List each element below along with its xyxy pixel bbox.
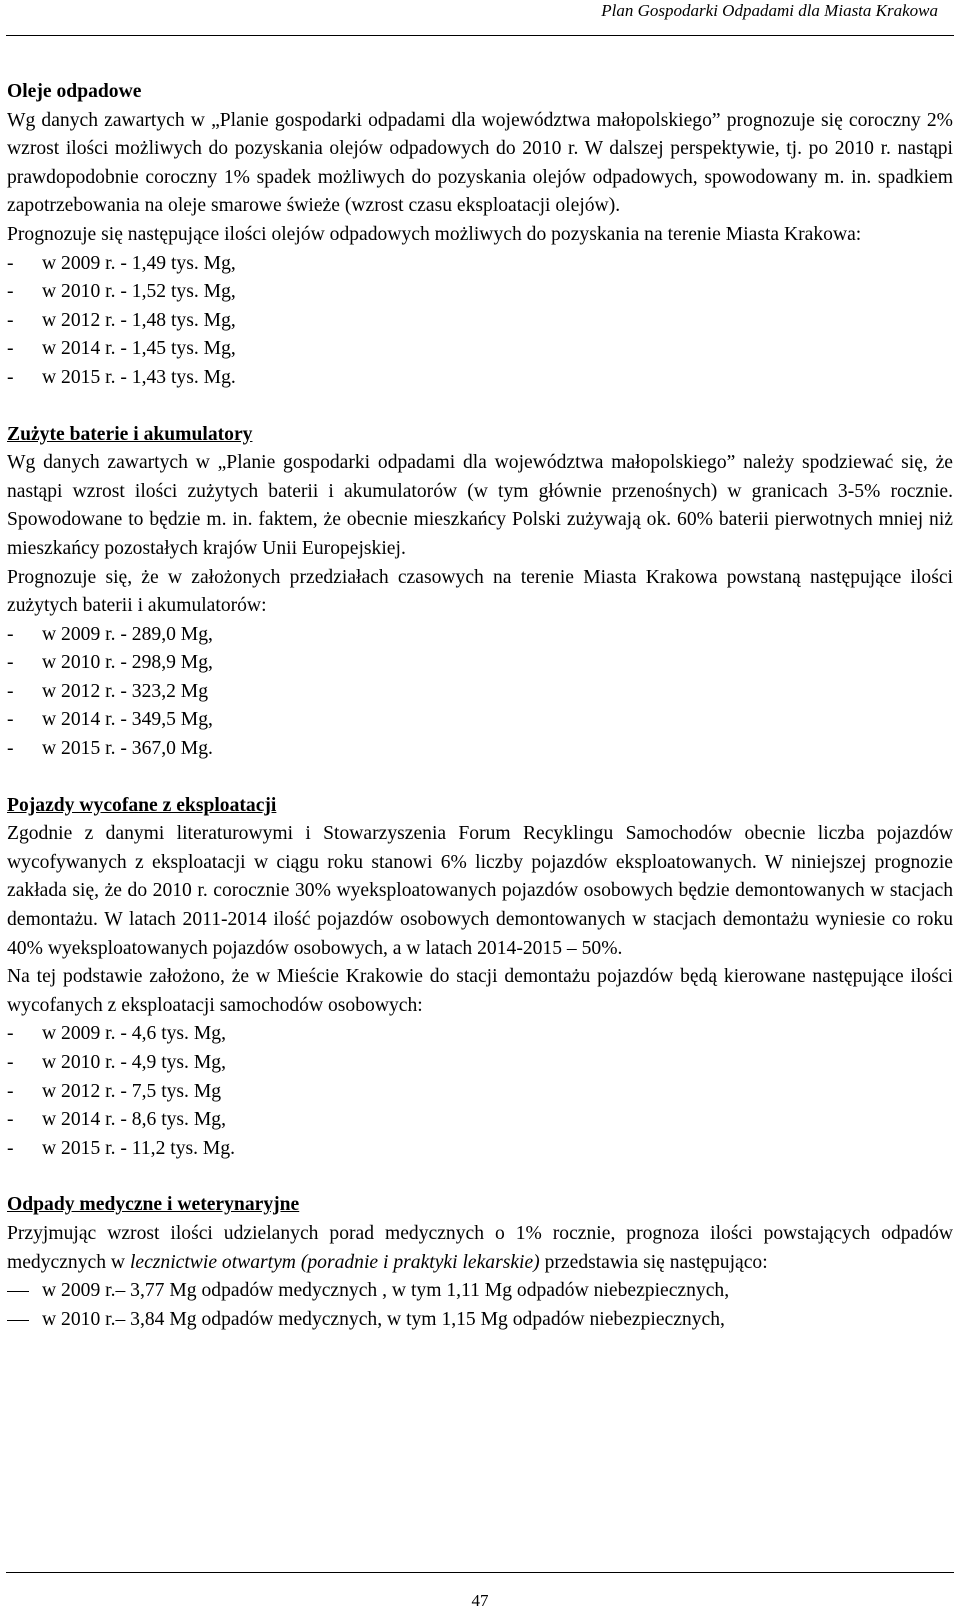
medical-paragraph-1-italic: lecznictwie otwartym (poradnie i praktyki lekarskie) bbox=[129, 1251, 540, 1273]
list-item: - w 2014 r. - 1,45 tys. Mg, bbox=[7, 335, 953, 364]
oils-paragraph-1: Wg danych zawartych w „Planie gospodarki odpadami dla województwa małopolskiego” prognozuje się coroczny 2% wzrost ilości możliwych do pozyskania olejów odpadowych do 2010 r. W dalszej perspektywie, tj. po 2010 r. nastąpi prawdopodobnie coroczny 1% spadek możliwych do pozyskania olejów odpadowych, spowodowany m. in. spadkiem zapotrzebowania na oleje smarowe świeże (wzrost czasu eksploatacji olejów). bbox=[7, 109, 953, 217]
vehicles-forecast-list bbox=[7, 1020, 953, 1163]
page-header-title: Plan Gospodarki Odpadami dla Miasta Krakowa bbox=[601, 1, 938, 20]
medical-paragraph-1 bbox=[7, 1220, 953, 1277]
list-item: - w 2010 r. - 298,9 Mg, bbox=[7, 649, 953, 678]
list-item: - w 2015 r. - 367,0 Mg. bbox=[7, 735, 953, 764]
batteries-paragraph-1: Wg danych zawartych w „Planie gospodarki odpadami dla województwa małopolskiego” należy spodziewać się, że nastąpi wzrost ilości zużytych baterii i akumulatorów (w tym głównie przenośnych) w granicach 3-5% rocznie. Spowodowane to będzie m. in. faktem, że obecnie mieszkańcy Polski zużywają ok. 60% baterii pierwotnych mniej niż mieszkańcy pozostałych krajów Unii Europejskiej. bbox=[7, 452, 953, 559]
list-item: - w 2015 r. - 1,43 tys. Mg. bbox=[7, 364, 953, 393]
batteries-forecast-list bbox=[7, 621, 953, 764]
medical-paragraph-1-end: przedstawia się następująco: bbox=[539, 1251, 768, 1273]
section-heading-batteries: Zużyte baterie i akumulatory bbox=[7, 423, 253, 445]
list-item: w 2010 r.– 3,84 Mg odpadów medycznych, w tym 1,15 Mg odpadów niebezpiecznych, bbox=[7, 1306, 953, 1335]
vehicles-paragraph-1: Zgodnie z danymi literaturowymi i Stowarzyszenia Forum Recyklingu Samochodów obecnie liczba pojazdów wycofywanych z eksploatacji w ciągu roku stanowi 6% liczby pojazdów eksploatowanych. W niniejszej prognozie zakłada się, że do 2010 r. corocznie 30% wyeksploatowanych pojazdów osobowych będzie demontowanych w stacjach demontażu. W latach 2011-2014 ilość pojazdów osobowych demontowanych w stacjach demontażu wyniesie co roku 40% wyeksploatowanych pojazdów osobowych, a w latach 2014-2015 – 50%. bbox=[7, 823, 953, 959]
oils-paragraph-2: Prognozuje się następujące ilości olejów odpadowych możliwych do pozyskania na terenie Miasta Krakowa: bbox=[7, 223, 862, 245]
oils-forecast-list bbox=[7, 250, 953, 393]
footer-divider bbox=[6, 1572, 954, 1573]
list-item: - w 2009 r. - 4,6 tys. Mg, bbox=[7, 1020, 953, 1049]
medical-paragraph-1-start: Przyjmując wzrost ilości udzielanych porad medycznych o 1% rocznie, prognoza ilości powstających odpadów medycznych w bbox=[7, 1222, 953, 1273]
list-item: - w 2010 r. - 4,9 tys. Mg, bbox=[7, 1049, 953, 1078]
page-number: 47 bbox=[471, 1591, 489, 1610]
medical-forecast-list bbox=[7, 1277, 953, 1334]
document-body bbox=[7, 78, 953, 1334]
section-heading-medical: Odpady medyczne i weterynaryjne bbox=[7, 1194, 300, 1216]
list-item: - w 2010 r. - 1,52 tys. Mg, bbox=[7, 278, 953, 307]
section-heading-oils: Oleje odpadowe bbox=[7, 81, 142, 102]
list-item: - w 2012 r. - 1,48 tys. Mg, bbox=[7, 307, 953, 336]
header-divider bbox=[6, 35, 954, 36]
list-item: - w 2012 r. - 7,5 tys. Mg bbox=[7, 1078, 953, 1107]
vehicles-paragraph-2: Na tej podstawie założono, że w Mieście Krakowie do stacji demontażu pojazdów będą kierowane następujące ilości wycofanych z eksploatacji samochodów osobowych: bbox=[7, 966, 953, 1016]
section-heading-vehicles: Pojazdy wycofane z eksploatacji bbox=[7, 794, 277, 816]
batteries-paragraph-2: Prognozuje się, że w założonych przedziałach czasowych na terenie Miasta Krakowa powstaną następujące ilości zużytych baterii i akumulatorów: bbox=[7, 566, 953, 617]
list-item: - w 2012 r. - 323,2 Mg bbox=[7, 678, 953, 707]
list-item: - w 2014 r. - 349,5 Mg, bbox=[7, 706, 953, 735]
list-item: - w 2009 r. - 289,0 Mg, bbox=[7, 621, 953, 650]
list-item: - w 2015 r. - 11,2 tys. Mg. bbox=[7, 1135, 953, 1164]
list-item: w 2009 r.– 3,77 Mg odpadów medycznych , w tym 1,11 Mg odpadów niebezpiecznych, bbox=[7, 1277, 953, 1306]
list-item: - w 2014 r. - 8,6 tys. Mg, bbox=[7, 1106, 953, 1135]
list-item: - w 2009 r. - 1,49 tys. Mg, bbox=[7, 250, 953, 279]
